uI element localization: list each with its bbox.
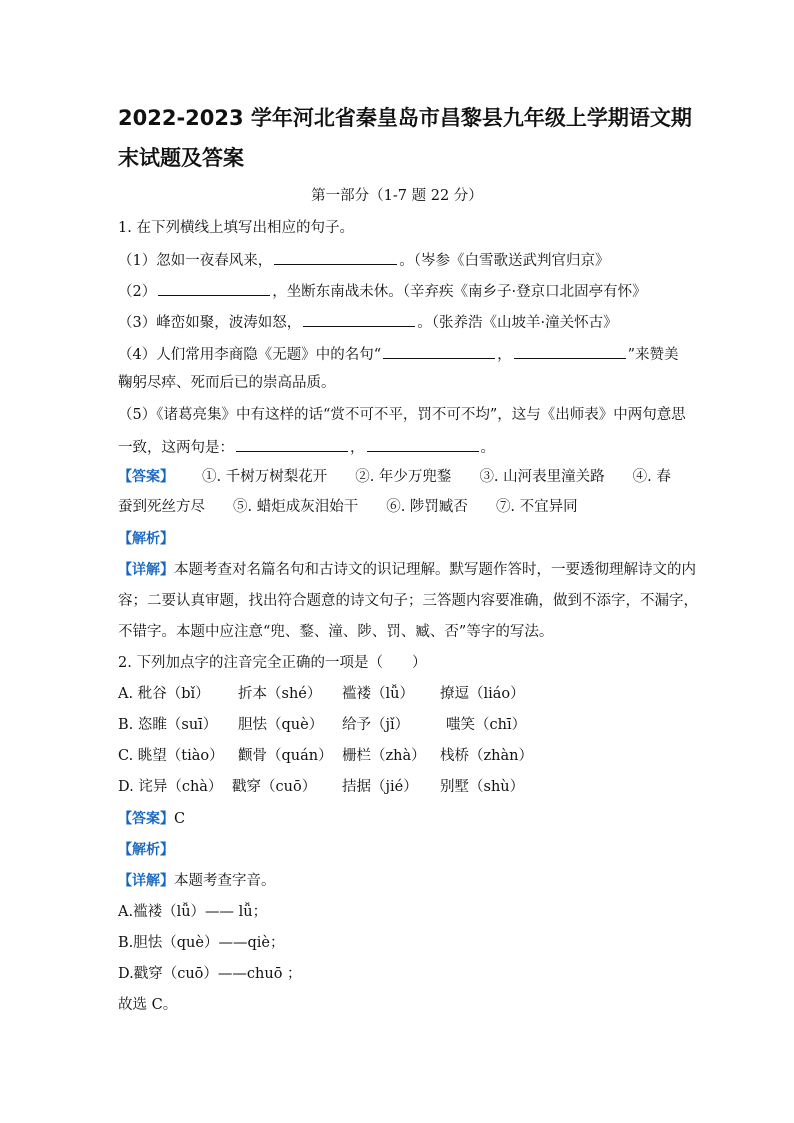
doc-title-line2: 末试题及答案 (118, 146, 244, 170)
q1-s4-mid: ， (497, 347, 512, 363)
option-word: 褴褛（lǚ） (342, 686, 414, 702)
q1-s1-post: 。（岑参《白雪歌送武判官归京》 (399, 253, 610, 269)
option-word: 栈桥（zhàn） (440, 748, 533, 764)
option-word: 戳穿（cuō） (232, 779, 317, 795)
q2-option-d (118, 777, 524, 797)
q1-s3-post: 。（张养浩《山坡羊·潼关怀古》 (417, 315, 618, 331)
fill-blank[interactable] (274, 249, 397, 265)
q1-s5-mid: ， (350, 440, 365, 456)
q2-explain-d: D.戳穿（cuō）——chuō ； (118, 966, 302, 982)
answer-label: 【答案】 (118, 811, 174, 827)
q1-s2-pre: （2） (118, 284, 157, 300)
option-word: 栅栏（zhà） (342, 748, 426, 764)
q1-s1-pre: （1）忽如一夜春风来， (118, 253, 273, 269)
q2-analysis-label (118, 840, 174, 860)
analysis-label: 【解析】 (118, 842, 174, 858)
q1-sentence-4 (118, 343, 679, 365)
q1-answer-line2 (118, 497, 578, 517)
option-word: 撩逗（liáo） (440, 686, 525, 702)
q1-detail-line2: 容；二要认真审题，找出符合题意的诗文句子；三答题内容要准确，做到不添字，不漏字， (118, 593, 698, 609)
fill-blank[interactable] (383, 343, 495, 359)
q2-option-b (118, 715, 526, 735)
q2-explain-b: B.胆怯（què）——qiè； (118, 935, 285, 951)
option-word: A. 秕谷（bǐ） (118, 686, 210, 702)
answer-item: ②. 年少万兜鍪 (355, 469, 452, 485)
q1-analysis-label (118, 529, 174, 549)
detail-label: 【详解】 (118, 562, 174, 578)
option-word: 给予（jǐ） (342, 717, 410, 733)
option-word: 别墅（shù） (440, 779, 525, 795)
option-word: 拮据（jié） (342, 779, 418, 795)
q1-s4-post: ”来赞美 (627, 347, 679, 363)
fill-blank[interactable] (514, 343, 626, 359)
option-word: 胆怯（què） (238, 717, 324, 733)
fill-blank[interactable] (303, 311, 415, 327)
q1-s5-post: 。 (480, 440, 495, 456)
answer-item: ⑦. 不宜异同 (495, 499, 578, 515)
q1-detail-line3: 不错字。本题中应注意“兜、鍪、潼、陟、罚、臧、否”等字的写法。 (118, 624, 554, 640)
fill-blank[interactable] (236, 436, 348, 452)
answer-value: C (174, 811, 186, 827)
q1-sentence-5-cont (118, 436, 495, 458)
option-word: B. 恣睢（suī） (118, 717, 218, 733)
q2-answer (118, 809, 185, 829)
q1-s3-pre: （3）峰峦如聚，波涛如怒， (118, 315, 302, 331)
option-word: 嗤笑（chī） (446, 717, 527, 733)
q2-conclusion: 故选 C。 (118, 997, 178, 1013)
q1-sentence-1 (118, 249, 609, 271)
detail-text: 本题考查对名篇名句和古诗文的识记理解。默写题作答时，一要透彻理解诗文的内 (174, 562, 696, 578)
option-word: 颧骨（quán） (238, 748, 333, 764)
analysis-label: 【解析】 (118, 531, 174, 547)
detail-label: 【详解】 (118, 873, 174, 889)
answer-item: ①. 千树万树梨花开 (202, 469, 328, 485)
q2-option-c (118, 746, 533, 766)
q1-s5-pre: 一致，这两句是： (118, 440, 234, 456)
q2-detail (118, 871, 276, 891)
answer-item: ⑤. 蜡炬成灰泪始干 (233, 499, 359, 515)
q1-s2-post: ，坐断东南战未休。（辛弃疾《南乡子·登京口北固亭有怀》 (272, 284, 647, 300)
option-word: D. 诧异（chà） (118, 779, 223, 795)
answer-item: 蚕到死丝方尽 (118, 499, 205, 515)
q1-s4-pre: （4）人们常用李商隐《无题》中的名句“ (118, 347, 382, 363)
q1-sentence-3 (118, 311, 618, 333)
answer-label: 【答案】 (118, 469, 174, 485)
option-word: C. 眺望（tiào） (118, 748, 224, 764)
q1-sentence-5: （5）《诸葛亮集》中有这样的话“赏不可不平，罚不可不均”，这与《出师表》中两句意思 (118, 407, 686, 423)
fill-blank[interactable] (158, 280, 270, 296)
q2-explain-a: A.褴褛（lǚ）—— lǚ； (118, 904, 268, 920)
section-header: 第一部分（1-7 题 22 分） (311, 188, 483, 204)
answer-item: ③. 山河表里潼关路 (479, 469, 605, 485)
answer-item: ⑥. 陟罚臧否 (386, 499, 468, 515)
q2-option-a (118, 684, 525, 704)
option-word: 折本（shé） (238, 686, 322, 702)
q1-sentence-2 (118, 280, 647, 302)
q1-sentence-4-cont: 鞠躬尽瘁、死而后已的崇高品质。 (118, 375, 336, 391)
q1-detail-line1 (118, 560, 696, 580)
q1-stem: 1. 在下列横线上填写出相应的句子。 (118, 220, 354, 236)
q2-stem: 2. 下列加点字的注音完全正确的一项是（ ） (118, 655, 427, 671)
detail-text: 本题考查字音。 (174, 873, 276, 889)
doc-title-line1: 2022-2023 学年河北省秦皇岛市昌黎县九年级上学期语文期 (118, 106, 692, 130)
q1-answer-line1 (118, 467, 671, 487)
answer-item: ④. 春 (632, 469, 671, 485)
fill-blank[interactable] (367, 436, 479, 452)
